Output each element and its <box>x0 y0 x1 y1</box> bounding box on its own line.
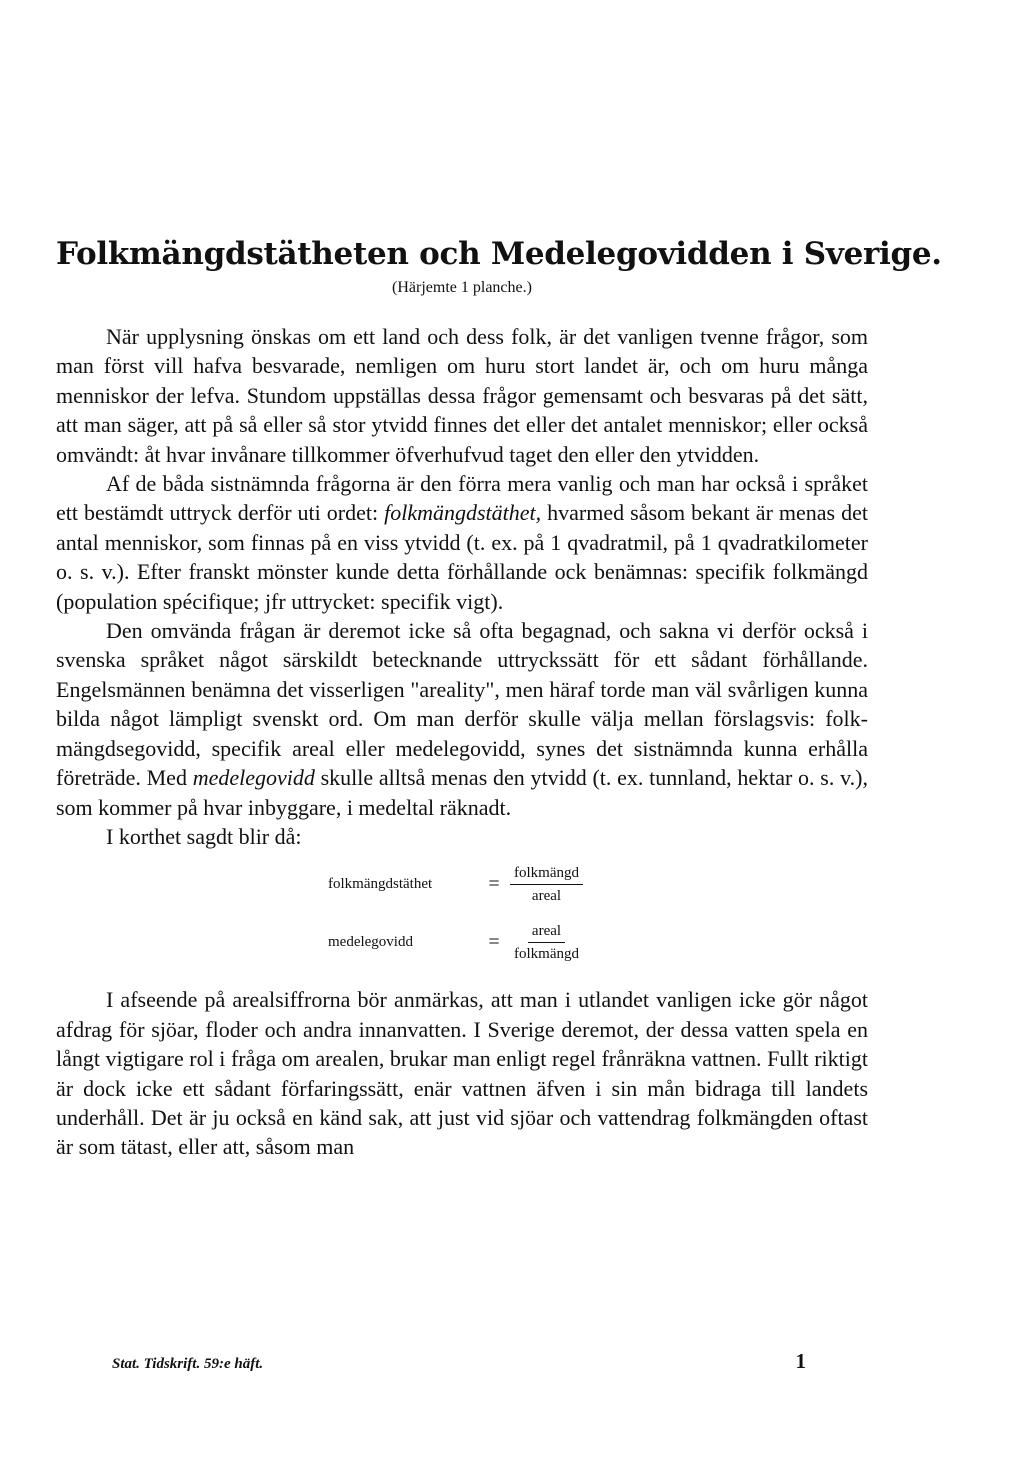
formula-folkmangdstathet <box>328 863 583 906</box>
equals-sign: = <box>488 873 500 896</box>
fraction-numerator: folkmängd <box>510 863 583 885</box>
fraction-denominator: areal <box>531 888 562 905</box>
page-subtitle: (Härjemte 1 planche.) <box>392 279 532 296</box>
page-number: 1 <box>795 1349 806 1373</box>
formula-block <box>56 863 868 975</box>
paragraph-intro: När upplysning önskas om ett land och dess folk, är det vanligen tvenne frågor, som man först vill hafva besvarade, nemligen om huru stort landet är, och om huru många menniskor der lefva. Stundom uppställas dessa frågor gemensamt och besvaras på det sätt, att man säger, att på så eller så stor ytvidd finnes det eller det antalet menniskor; eller också omvändt: åt hvar invånare tillkommer öfverhufvud taget den eller den ytvidden. <box>56 324 868 467</box>
fraction <box>510 863 583 906</box>
journal-reference: Stat. Tidskrift. 59:e häft. <box>112 1356 264 1372</box>
paragraph-summary-intro: I korthet sagdt blir då: <box>106 823 302 849</box>
emphasis-term: medelegovidd <box>192 765 315 791</box>
fraction-denominator: folkmängd <box>514 946 579 963</box>
paragraph-areal: I afseende på arealsiffrorna bör anmärkas, att man i utlandet vanligen icke gör något afdrag för sjöar, floder och andra innanvatten. I Sverige deremot, der dessa vatten spela en långt vigtigare rol i fråga om arealen, brukar man enligt regel frånräkna vattnen. Fullt riktigt är dock icke ett sådant förfaringssätt, enär vattnen äfven i sin mån bidraga till landets underhåll. Det är ju också en känd sak, att just vid sjöar och vattendrag folkmängden oftast är som tätast, eller att, såsom man <box>56 987 868 1160</box>
paragraph-medelegovidd <box>56 616 868 822</box>
equals-sign: = <box>488 931 500 954</box>
emphasis-term: folkmängdstäthet, <box>384 500 542 526</box>
paragraph-folkmangdstathet <box>56 469 868 616</box>
page-title: Folkmängdstätheten och Medelegovidden i Sverige. <box>56 236 942 272</box>
paragraph-text: hvarmed såsom bekant är menas det antal menniskor, som finnas på en viss ytvidd (t. ex. på 1 qvadratmil, på 1 qvadratkilometer o. s. v.). Efter franskt mönster kunde detta förhållande ock benämnas: specifik folkmängd (population spécifique; jfr uttrycket: specifik vigt). <box>56 500 868 614</box>
page-footer <box>112 1349 868 1374</box>
paragraph-text: Den omvända frågan är deremot icke så ofta begagnad, och sakna vi derför också i svenska språket något särskildt betecknande uttryckssätt för ett sådant förhållande. Engelsmännen benämna det visserligen "areality", men häraf torde man väl svårligen kunna bilda något lämpligt svenskt ord. Om man derför skulle välja mellan förslagsvis: folkmängdsegovidd, specifik areal eller medelegovidd, synes det sistnämnda kunna erhålla företräde. Med <box>56 618 868 791</box>
paragraph-text: skulle alltså menas den ytvidd (t. ex. tunnland, hektar o. s. v.), som kommer på hvar inbyggare, i medeltal räknadt. <box>56 765 868 820</box>
formula-label: medelegovidd <box>328 934 413 951</box>
document-page <box>56 232 942 1162</box>
fraction-numerator: areal <box>528 921 565 943</box>
paragraph-text: Af de båda sistnämnda frågorna är den förra mera vanlig och man har också i språket ett bestämdt uttryck derför uti ordet: <box>56 471 868 526</box>
formula-label: folkmängdstäthet <box>328 876 433 893</box>
fraction <box>510 921 583 964</box>
formula-medelegovidd <box>328 921 583 964</box>
